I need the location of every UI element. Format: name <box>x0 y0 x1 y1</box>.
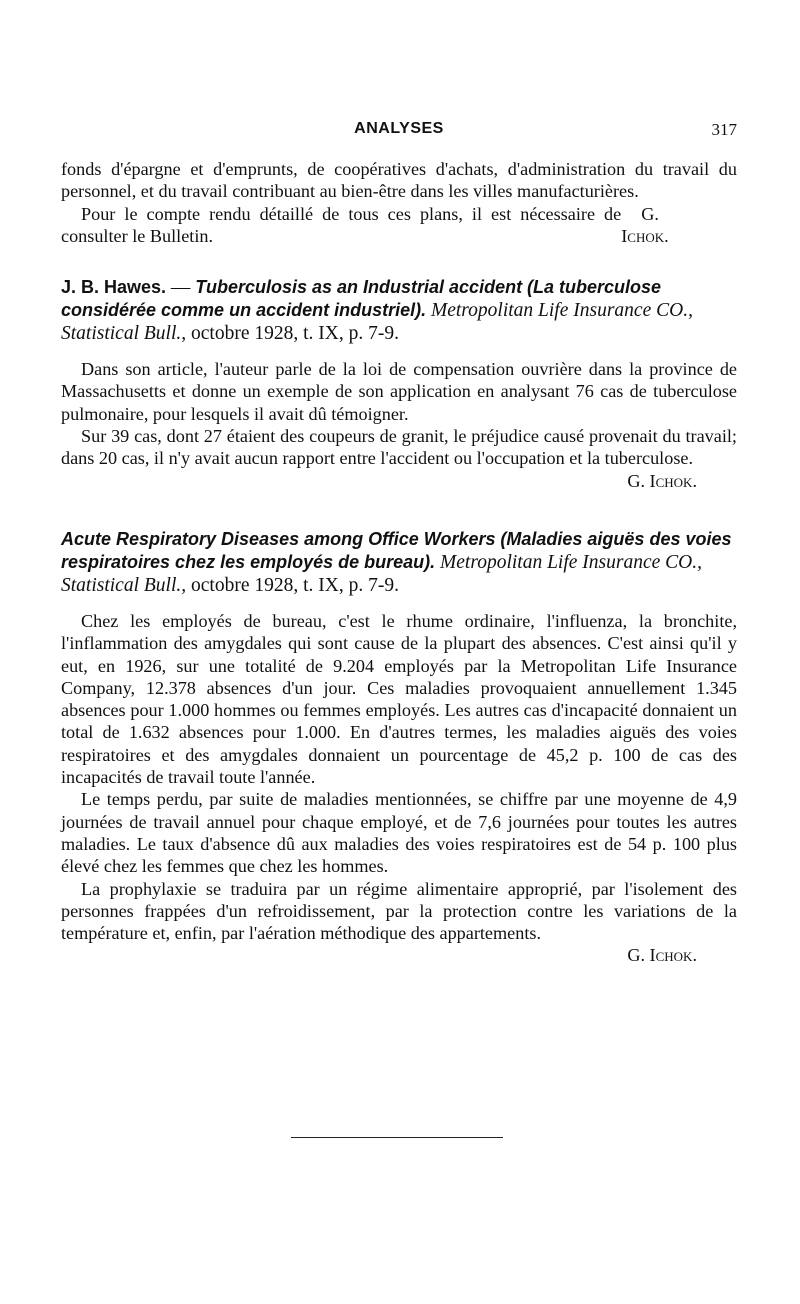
page-number: 317 <box>711 120 737 139</box>
entry-summary <box>61 358 737 492</box>
intro-paragraph: fonds d'épargne et d'emprunts, de coopératives d'achats, d'administration du travail du personnel, et du travail contribuant au bien-être dans les villes manufacturières. <box>61 159 737 202</box>
end-rule <box>291 1137 503 1138</box>
summary-paragraph-text: Sur 39 cas, dont 27 étaient des coupeurs de granit, le préjudice causé provenait du travail; dans 20 cas, il n'y avait aucun rapport entre l'accident ou l'occupation et la tuberculose. <box>61 426 737 469</box>
entry-title: Tuberculosis as an Industrial accident <box>195 277 523 298</box>
summary-paragraph: Le temps perdu, par suite de maladies mentionnées, se chiffre par une moyenne de 4,9 journées de travail annuel pour chaque employé, et de 7,6 journées pour toutes les autres maladies. Le taux d'absence dû aux maladies des voies respiratoires est de 54 p. 100 plus élevé chez les femmes que chez les hommes. <box>61 789 737 877</box>
entry-author: J. B. Hawes. <box>61 277 167 298</box>
page-header <box>61 120 737 142</box>
entry-dash: — <box>170 277 191 299</box>
signature: G. Ichok. <box>627 945 697 966</box>
running-title: ANALYSES <box>354 120 444 137</box>
signature-line <box>61 944 737 966</box>
signature: G. Ichok. <box>621 203 669 246</box>
summary-paragraph: La prophylaxie se traduira par un régime alimentaire approprié, par l'isolement des personnes frappées d'un refroidissement, par la protection contre les variations de la température et, enfin, par l'aération méthodique des appartements. <box>61 878 737 944</box>
signature-line <box>61 470 737 492</box>
entry-source: Metropolitan Life Insurance CO., Statistical Bull., <box>61 300 693 345</box>
entry-source-details: octobre 1928, t. IX, p. 7-9. <box>191 574 399 596</box>
summary-paragraph: Chez les employés de bureau, c'est le rhume ordinaire, l'influenza, la bronchite, l'inflammation des amygdales qui sont cause de la plupart des absences. C'est ainsi qu'il y eut, en 1926, sur une totalité de 9.204 employés par la Metropolitan Life Insurance Company, 12.378 absences d'un jour. Ces maladies provoquaient annuellement 1.345 absences pour 1.000 hommes ou femmes employés. Les autres cas d'incapacité donnaient un total de 1.632 absences pour 1.000. En d'autres termes, les maladies aiguës des voies respiratoires et des amygdales donnaient un pourcentage de 45,2 p. 100 de cas des incapacités de travail toute l'année. <box>61 610 737 788</box>
page-body <box>61 158 737 967</box>
entry-title: Acute Respiratory Diseases among Office Workers <box>61 528 496 549</box>
entry-source-details: octobre 1928, t. IX, p. 7-9. <box>191 323 399 345</box>
intro-paragraph-signed <box>61 203 737 248</box>
entry-source: Metropolitan Life Insurance CO., Statistical Bull., <box>61 551 702 596</box>
summary-paragraph: Dans son article, l'auteur parle de la loi de compensation ouvrière dans la province de Massachusetts et donne un exemple de son application en analysant 76 cas de tuberculose pulmonaire, pour lesquels il avait dû témoigner. <box>61 359 737 424</box>
signature: G. Ichok. <box>627 470 697 491</box>
summary-paragraph-signed <box>61 425 737 470</box>
intro-paragraph-text: Pour le compte rendu détaillé de tous ces plans, il est nécessaire de consulter le Bulletin. <box>61 203 622 246</box>
entry-title-translation: (Maladies aiguës des voies respiratoires chez les employés de bureau). <box>61 528 732 572</box>
entry-summary <box>61 610 737 967</box>
entry-heading <box>61 276 737 345</box>
entry-title-translation: (La tuberculose considérée comme un accident industriel). <box>61 277 661 321</box>
entry-heading <box>61 528 737 597</box>
